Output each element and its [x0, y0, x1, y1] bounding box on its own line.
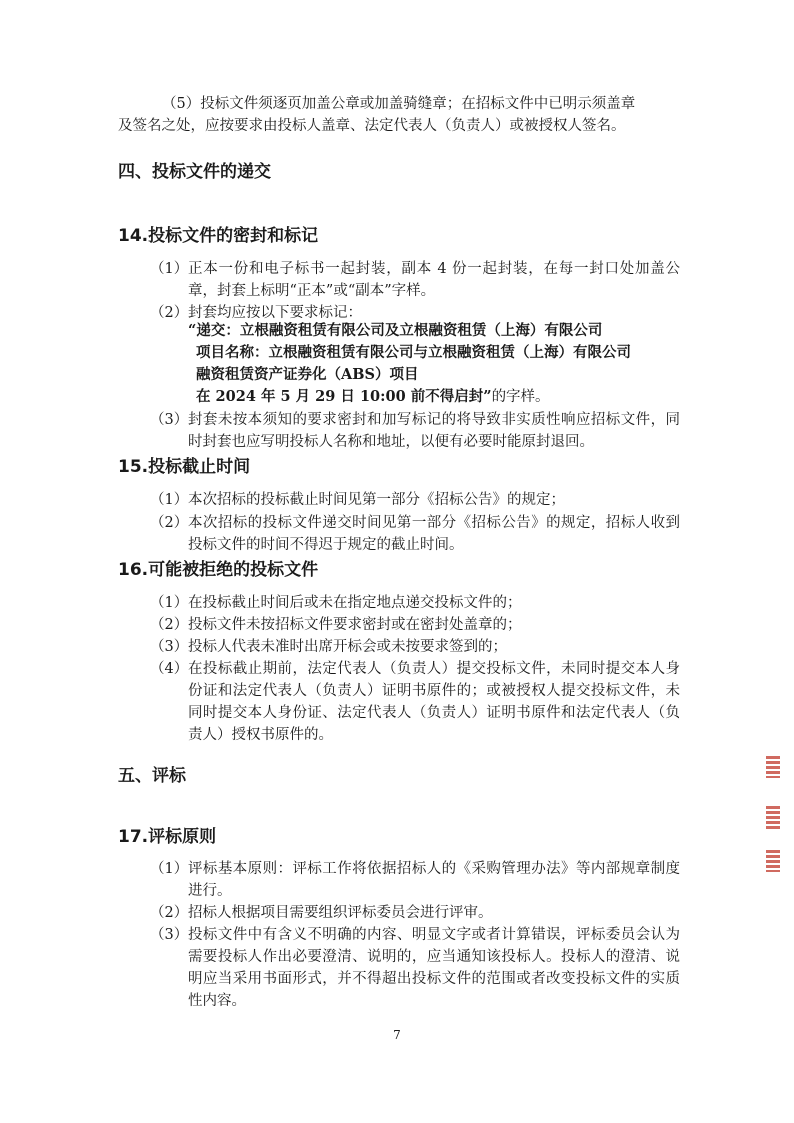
item-text: 投标文件未按招标文件要求密封或在密封处盖章的； [188, 617, 522, 633]
item-number: （2） [150, 905, 189, 921]
item-text: 在投标截止时间后或未在指定地点递交投标文件的； [188, 595, 522, 611]
clause-14-item-3 [150, 409, 680, 453]
paragraph-line-2: 及签名之处，应按要求由投标人盖章、法定代表人（负责人）或被授权人签名。 [118, 118, 626, 134]
mark-line-1: “递交：立根融资租赁有限公司及立根融资租赁（上海）有限公司 [188, 322, 603, 339]
mark-suffix: 的字样。 [491, 389, 550, 405]
paragraph-text: （5）投标文件须逐页加盖公章或加盖骑缝章；在招标文件中已明示须盖章 [162, 96, 636, 112]
page-number: 7 [393, 1028, 401, 1042]
seam-seal-mark [766, 806, 780, 830]
item-text: 正本一份和电子标书一起封装，副本 4 份一起封装，在每一封口处加盖公章，封套上标明“正本”或“副本”字样。 [188, 261, 680, 299]
seam-seal-mark [766, 850, 780, 872]
item-text: 招标人根据项目需要组织评标委员会进行评审。 [188, 905, 493, 921]
item-text: 本次招标的投标文件递交时间见第一部分《招标公告》的规定，招标人收到投标文件的时间不得迟于规定的截止时间。 [188, 515, 680, 553]
clause-16-item-2 [150, 614, 680, 636]
mark-deadline: 在 2024 年 5 月 29 日 10:00 前不得启封” [196, 388, 492, 405]
item-number: （1） [150, 492, 189, 508]
clause-16-item-4 [150, 658, 680, 746]
item-text: 封套未按本须知的要求密封和加写标记的将导致非实质性响应招标文件，同时封套也应写明投标人名称和地址，以便有必要时能原封退回。 [188, 412, 680, 450]
section-5-heading: 五、评标 [118, 766, 186, 786]
clause-17-item-1 [150, 858, 680, 902]
item-number: （3） [150, 412, 189, 428]
paragraph-item-5 [118, 93, 678, 137]
clause-15-item-2 [150, 512, 680, 556]
item-text: 投标人代表未准时出席开标会或未按要求签到的； [188, 639, 507, 655]
item-number: （3） [150, 639, 189, 655]
mark-line-2: 项目名称：立根融资租赁有限公司与立根融资租赁（上海）有限公司 [196, 344, 631, 361]
item-text: 封套均应按以下要求标记： [188, 305, 362, 321]
clause-15-item-1 [150, 489, 680, 511]
item-text: 评标基本原则：评标工作将依据招标人的《采购管理办法》等内部规章制度进行。 [188, 861, 680, 899]
clause-14-item-1 [150, 258, 680, 302]
item-number: （4） [150, 661, 189, 677]
item-number: （2） [150, 617, 189, 633]
clause-17-item-3 [150, 924, 680, 1012]
clause-16-item-3 [150, 636, 680, 658]
item-number: （3） [150, 927, 189, 943]
item-number: （2） [150, 515, 189, 531]
section-4-heading: 四、投标文件的递交 [118, 162, 271, 182]
item-number: （1） [150, 595, 189, 611]
clause-17-item-2 [150, 902, 680, 924]
paragraph-line-1 [118, 93, 678, 115]
item-number: （1） [150, 261, 189, 277]
clause-16-item-1 [150, 592, 680, 614]
item-number: （2） [150, 305, 189, 321]
clause-14-heading: 14.投标文件的密封和标记 [118, 226, 319, 246]
clause-17-heading: 17.评标原则 [118, 827, 217, 847]
clause-16-heading: 16.可能被拒绝的投标文件 [118, 560, 319, 580]
item-text: 在投标截止期前，法定代表人（负责人）提交投标文件，未同时提交本人身份证和法定代表人（负责人）证明书原件的；或被授权人提交投标文件，未同时提交本人身份证、法定代表人（负责人）证明书原件和法定代表人（负责人）授权书原件的。 [188, 661, 680, 743]
item-number: （1） [150, 861, 189, 877]
seam-seal-mark [766, 756, 780, 778]
mark-line-3: 融资租赁资产证券化（ABS）项目 [196, 366, 419, 383]
clause-15-heading: 15.投标截止时间 [118, 457, 251, 477]
item-text: 投标文件中有含义不明确的内容、明显文字或者计算错误，评标委员会认为需要投标人作出必要澄清、说明的，应当通知该投标人。投标人的澄清、说明应当采用书面形式，并不得超出投标文件的范围或者改变投标文件的实质性内容。 [188, 927, 680, 1009]
item-text: 本次招标的投标截止时间见第一部分《招标公告》的规定； [188, 492, 565, 508]
mark-line-4 [196, 386, 696, 408]
